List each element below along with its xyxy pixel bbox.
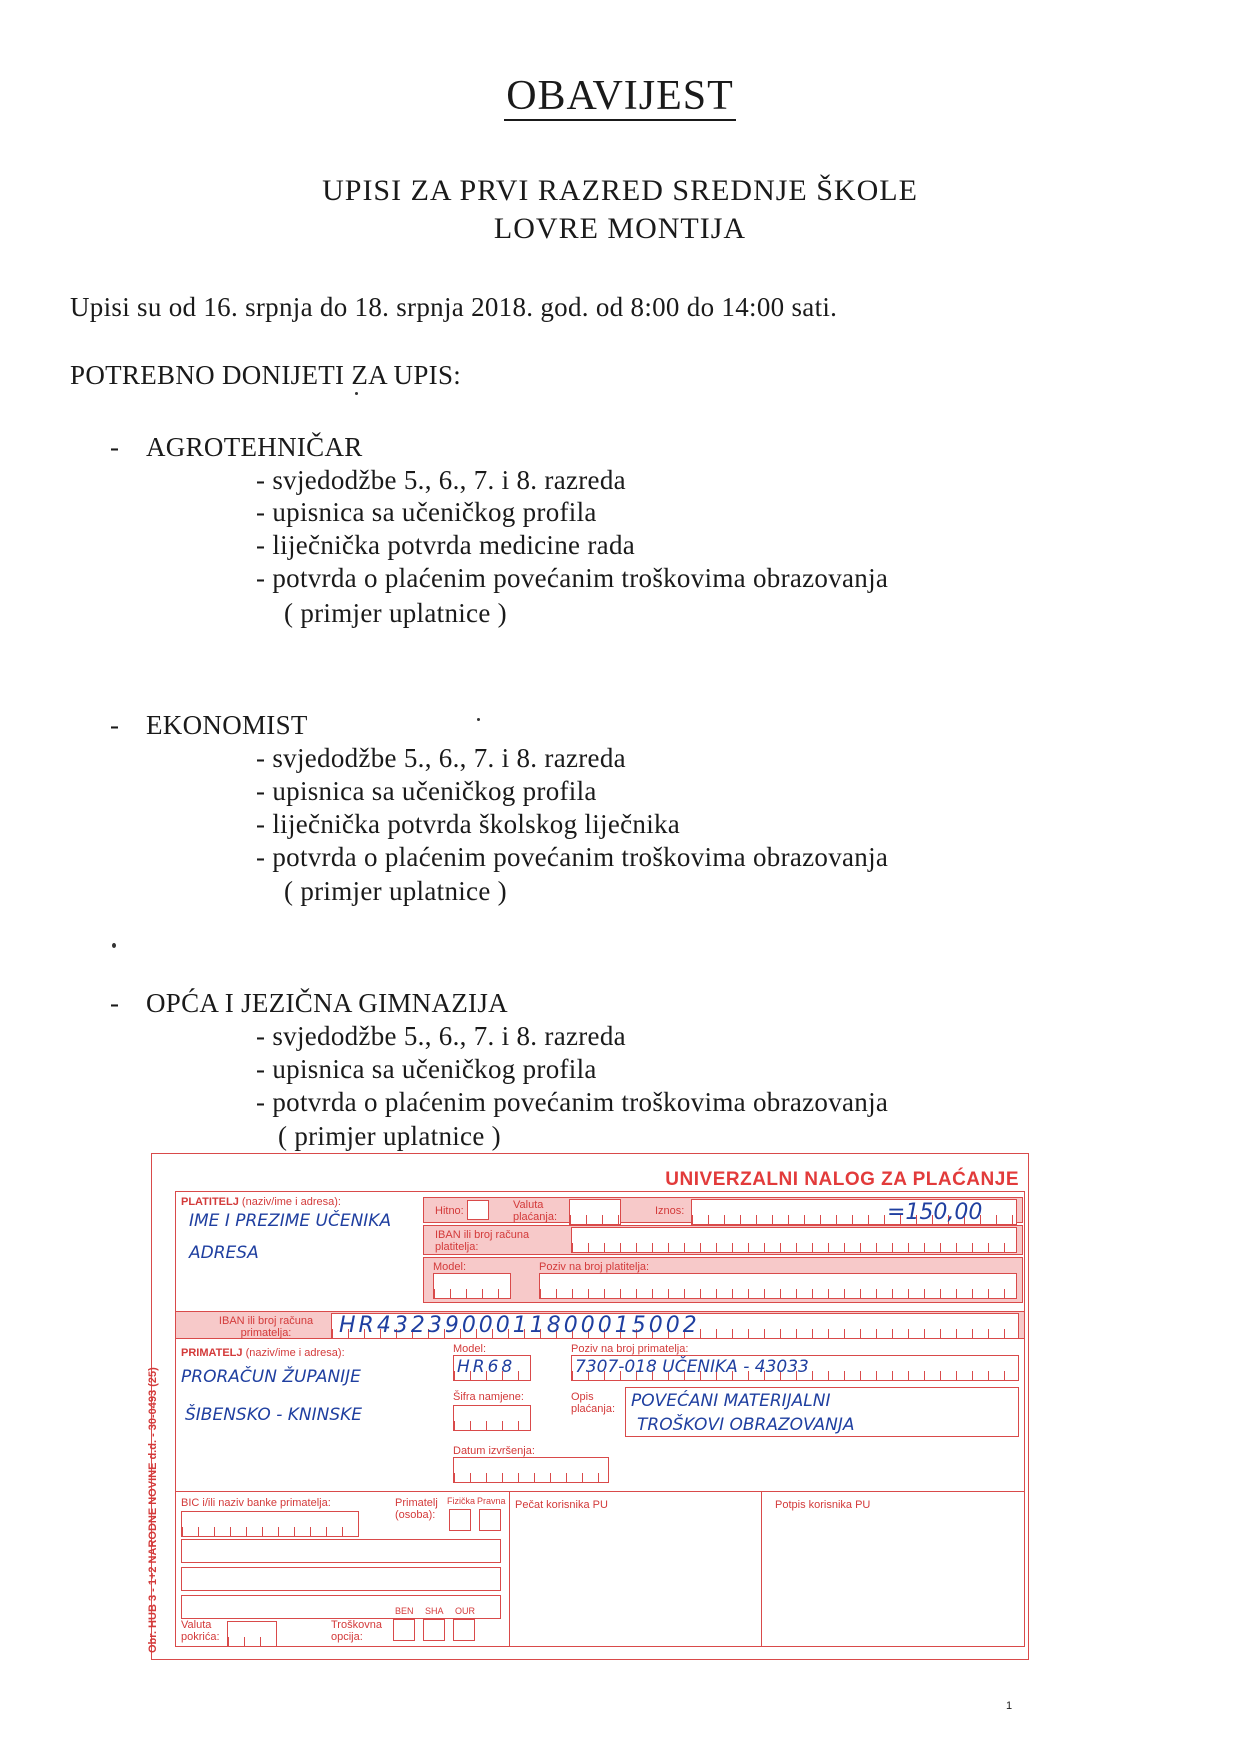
divider — [761, 1491, 762, 1647]
hitno-label: Hitno: — [435, 1205, 464, 1217]
payer-label: PLATITELJ (naziv/ime i adresa): — [181, 1196, 341, 1208]
ben-label: BEN — [395, 1606, 414, 1616]
iznos-value: =150,00 — [887, 1200, 983, 1225]
form-title: UNIVERZALNI NALOG ZA PLAĆANJE — [665, 1169, 1019, 1190]
page-number: 1 — [1006, 1700, 1013, 1712]
iban-payee-value: HR4323900011800015002 — [339, 1313, 700, 1338]
sifra-namjene-label: Šifra namjene: — [453, 1391, 524, 1403]
valuta-placanja-field[interactable] — [569, 1199, 621, 1225]
model-payee-label: Model: — [453, 1343, 487, 1355]
program-item: - liječnička potvrda medicine rada — [256, 530, 635, 561]
potpis-label: Potpis korisnika PU — [775, 1499, 871, 1511]
ben-checkbox[interactable] — [393, 1619, 415, 1641]
program-item: - svjedodžbe 5., 6., 7. i 8. razreda — [256, 1021, 626, 1052]
program-note: ( primjer uplatnice ) — [278, 1121, 501, 1151]
fizicka-label: Fizička — [447, 1496, 476, 1506]
program-name: EKONOMIST — [146, 710, 308, 740]
payee-city: ŠIBENSKO - KNINSKE — [185, 1405, 363, 1425]
scan-speck — [355, 392, 358, 395]
poziv-primatelj-label: Poziv na broj primatelja: — [571, 1343, 689, 1355]
poziv-platitelj-field[interactable] — [539, 1273, 1017, 1299]
form-side-text: Obr. HUB 3 - 1+2 NARODNE NOVINE d.d. - 30-0493 (25) — [147, 1367, 159, 1653]
datum-field[interactable] — [453, 1457, 609, 1483]
bic-label: BIC i/ili naziv banke primatelja: — [181, 1497, 331, 1509]
subtitle-line-2: LOVRE MONTIJA — [493, 212, 747, 245]
iban-payer-label: IBAN ili broj računa platitelja: — [435, 1229, 530, 1253]
program-item: - svjedodžbe 5., 6., 7. i 8. razreda — [256, 743, 626, 774]
pravna-checkbox[interactable] — [479, 1509, 501, 1531]
poziv-platitelj-label: Poziv na broj platitelja: — [539, 1261, 650, 1273]
iban-payer-field[interactable] — [571, 1227, 1017, 1253]
program-note: ( primjer uplatnice ) — [284, 876, 507, 906]
bic-field[interactable] — [181, 1511, 359, 1537]
program-item: - potvrda o plaćenim povećanim troškovima obrazovanja — [256, 842, 888, 873]
valuta-pokrica-label: Valuta pokrića: — [181, 1619, 220, 1643]
hitno-checkbox[interactable] — [467, 1200, 489, 1220]
program-item: - upisnica sa učeničkog profila — [256, 1054, 597, 1085]
program-item: - upisnica sa učeničkog profila — [256, 776, 597, 807]
model-payer-label: Model: — [433, 1261, 467, 1273]
bank-name-line-2[interactable] — [181, 1567, 501, 1591]
valuta-placanja-label: Valuta plaćanja: — [513, 1199, 558, 1223]
enrollment-dates: Upisi su od 16. srpnja do 18. srpnja 2018. god. od 8:00 do 14:00 sati. — [70, 292, 838, 322]
sha-checkbox[interactable] — [423, 1619, 445, 1641]
iznos-label: Iznos: — [655, 1205, 685, 1217]
payer-name: IME I PREZIME UČENIKA — [189, 1211, 392, 1231]
sha-label: SHA — [425, 1606, 444, 1616]
fizicka-checkbox[interactable] — [449, 1509, 471, 1531]
pravna-label: Pravna — [477, 1496, 506, 1506]
program-item: - potvrda o plaćenim povećanim troškovima obrazovanja — [256, 563, 888, 594]
primatelj-osoba-label: Primatelj (osoba): — [395, 1497, 438, 1521]
our-label: OUR — [455, 1606, 475, 1616]
bullet-dash: - — [110, 988, 119, 1018]
opis-line-2: TROŠKOVI OBRAZOVANJA — [637, 1415, 855, 1435]
program-item: - potvrda o plaćenim povećanim troškovima obrazovanja — [256, 1087, 888, 1118]
page-title: OBAVIJEST — [506, 73, 734, 119]
bullet-dash: - — [110, 710, 119, 740]
program-item: - liječnička potvrda školskog liječnika — [256, 809, 680, 840]
payee-label: PRIMATELJ (naziv/ime i adresa): — [181, 1347, 345, 1359]
payment-order-form — [147, 1153, 1029, 1660]
divider — [175, 1491, 1025, 1492]
troskovna-label: Troškovna opcija: — [331, 1619, 382, 1643]
scan-speck — [112, 943, 116, 948]
opis-line-1: POVEĆANI MATERIJALNI — [631, 1391, 831, 1411]
subtitle-line-1: UPISI ZA PRVI RAZRED SREDNJE ŠKOLE — [322, 174, 918, 207]
bullet-dash: - — [110, 432, 119, 462]
payee-name: PRORAČUN ŽUPANIJE — [181, 1367, 361, 1387]
payer-address: ADRESA — [189, 1243, 259, 1263]
sifra-namjene-field[interactable] — [453, 1405, 531, 1431]
model-payer-field[interactable] — [433, 1273, 511, 1299]
program-item: - svjedodžbe 5., 6., 7. i 8. razreda — [256, 465, 626, 496]
opis-label: Opis plaćanja: — [571, 1391, 616, 1415]
bank-name-line-1[interactable] — [181, 1539, 501, 1563]
program-item: - upisnica sa učeničkog profila — [256, 497, 597, 528]
scan-speck — [477, 718, 480, 721]
iban-payee-label: IBAN ili broj računa primatelja: — [218, 1315, 314, 1339]
program-name: OPĆA I JEZIČNA GIMNAZIJA — [146, 988, 508, 1018]
program-note: ( primjer uplatnice ) — [284, 598, 507, 628]
model-payee-value: HR68 — [457, 1357, 516, 1377]
pecat-label: Pečat korisnika PU — [515, 1499, 608, 1511]
program-name: AGROTEHNIČAR — [146, 432, 363, 462]
divider — [509, 1491, 510, 1647]
bank-name-line-3[interactable] — [181, 1595, 501, 1619]
poziv-primatelj-value: 7307-018 UČENIKA - 43033 — [575, 1357, 809, 1377]
required-heading: POTREBNO DONIJETI ZA UPIS: — [70, 360, 462, 390]
our-checkbox[interactable] — [453, 1619, 475, 1641]
valuta-pokrica-field[interactable] — [227, 1621, 277, 1647]
datum-label: Datum izvršenja: — [453, 1445, 535, 1457]
